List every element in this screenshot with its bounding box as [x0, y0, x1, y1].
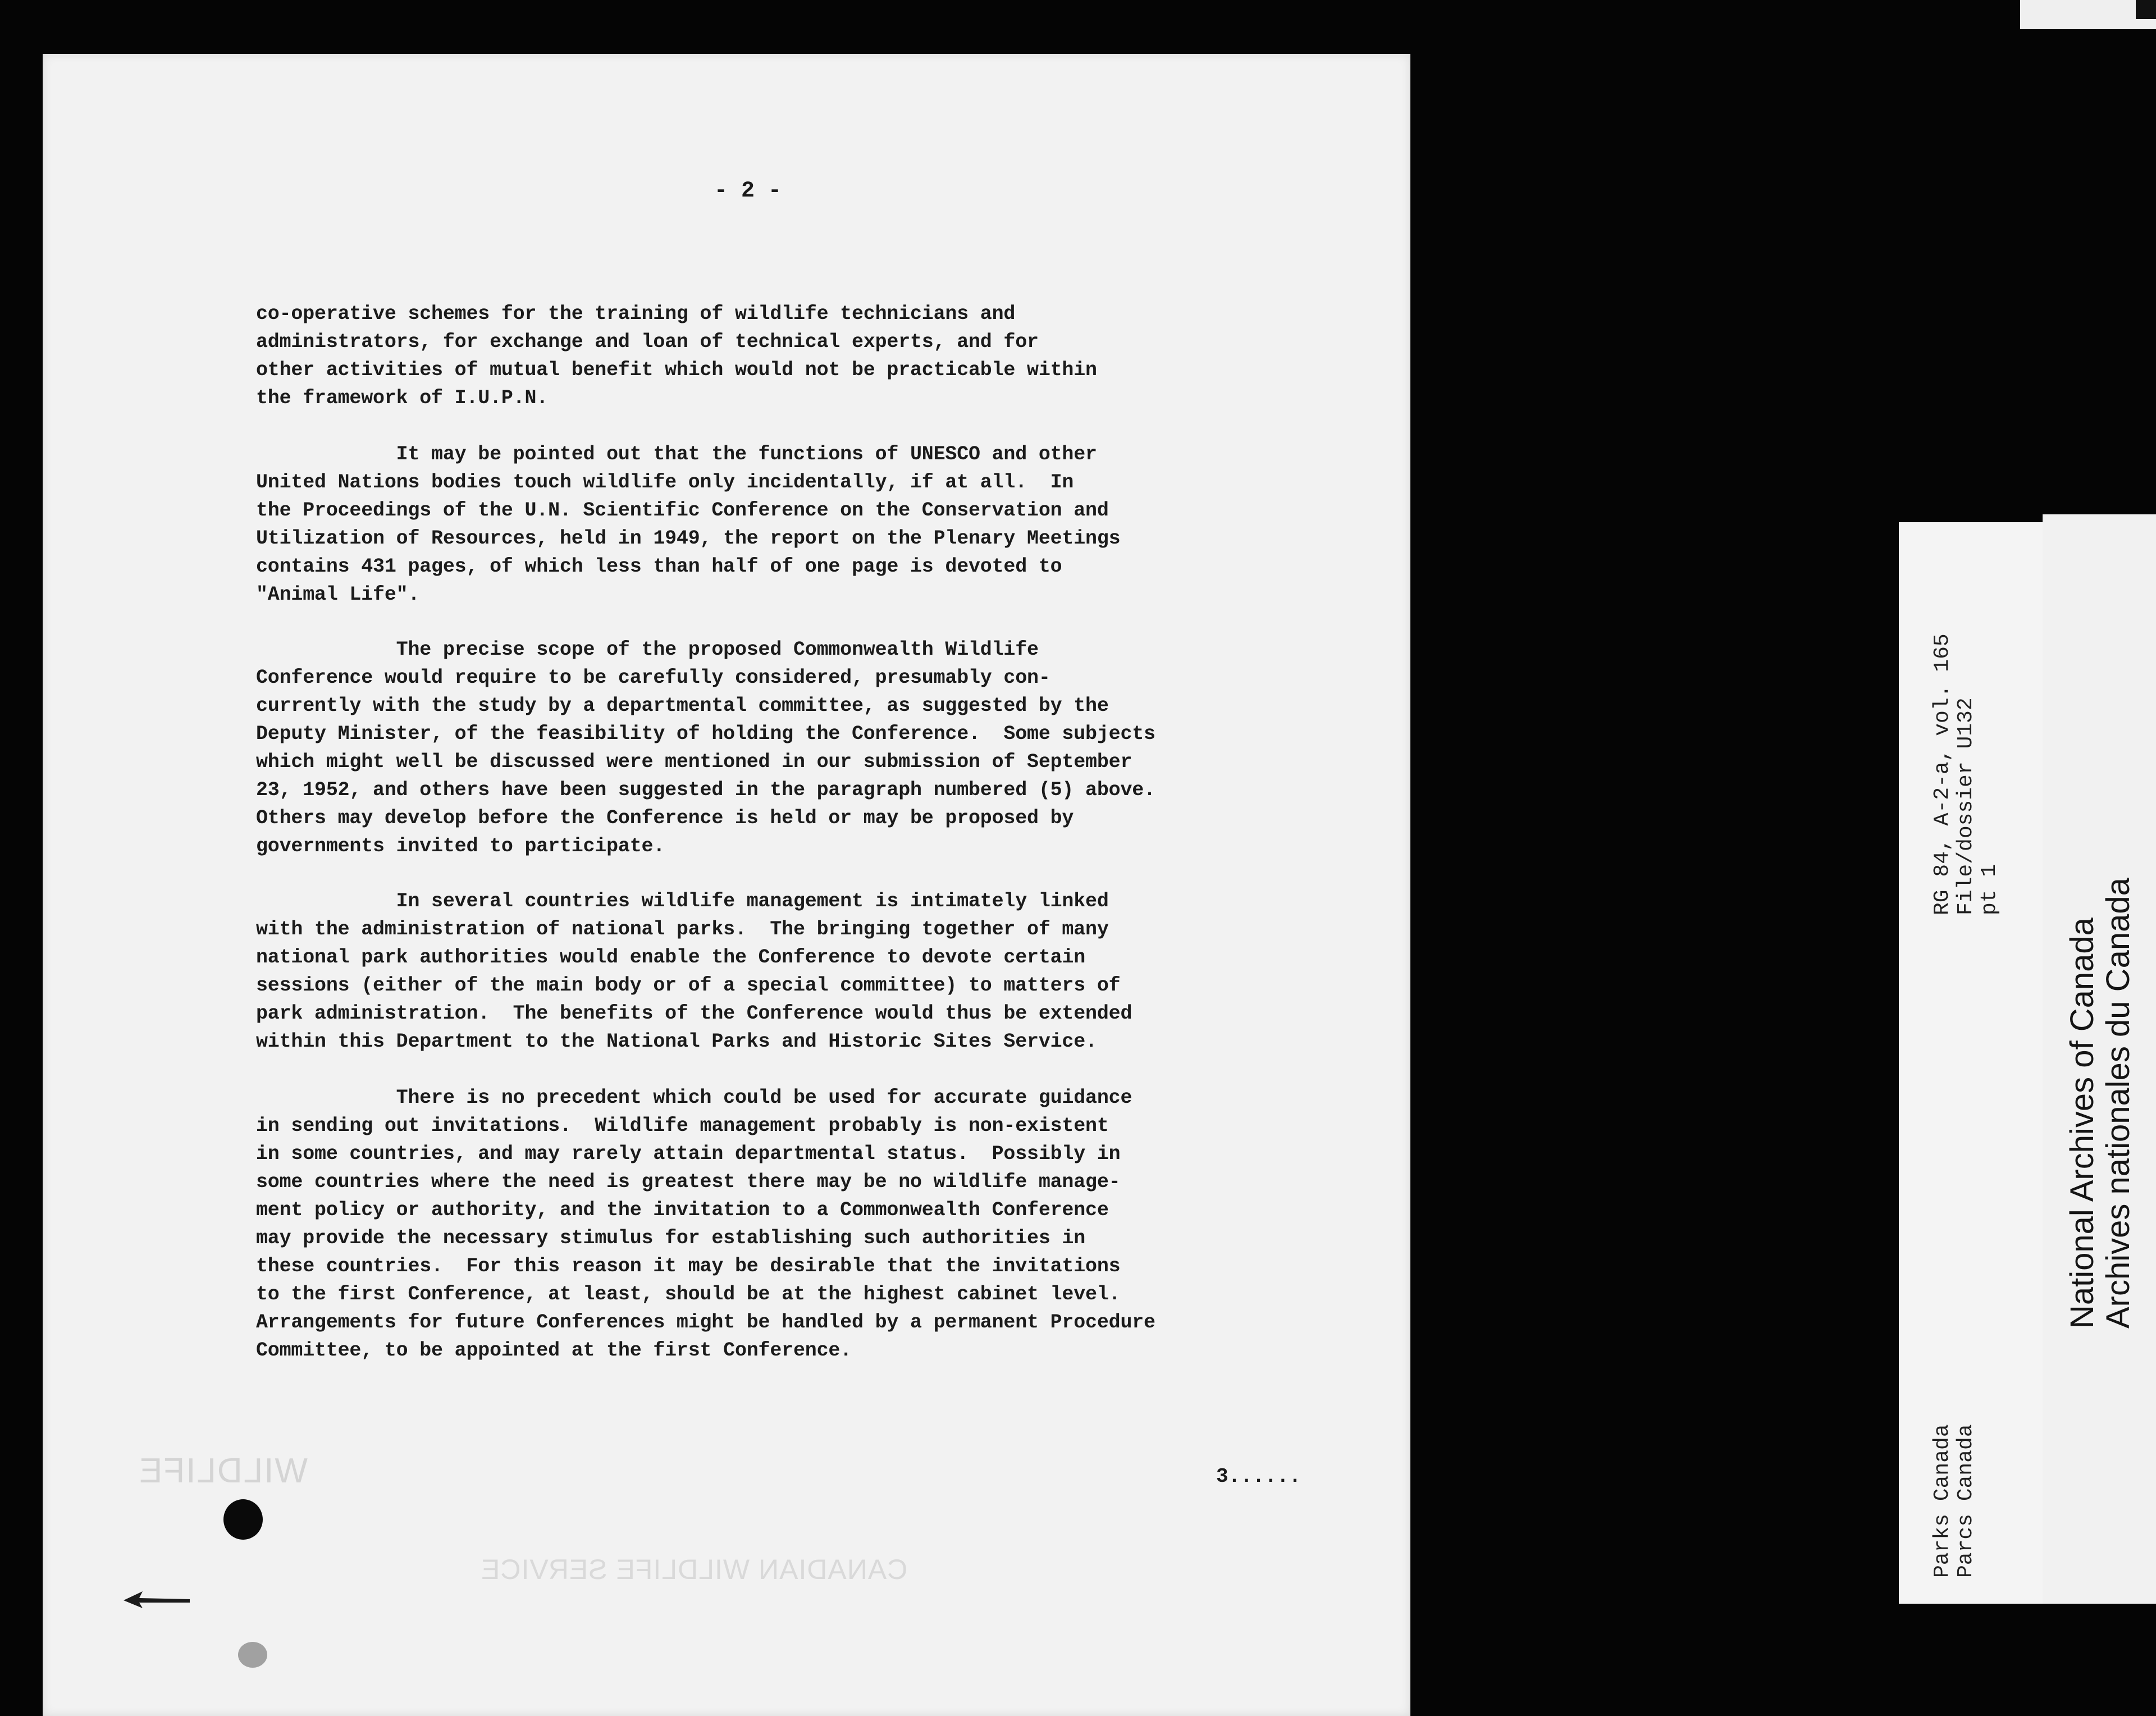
institution-name-english: National Archives of Canada	[2064, 918, 2100, 1329]
continuation-marker: 3......	[1216, 1465, 1301, 1488]
reverse-side-bleed-stamp: CANADIAN WILDLIFE SERVICE	[481, 1554, 908, 1585]
archive-reference-line-2: File/dossier U132	[1954, 697, 1978, 915]
paragraph-national-parks: In several countries wildlife management is intimately linked with the administration of national parks. The bringing together of many national park authorities would enable the Conference to devote certain sessions (either of the main body or of a special committee) to matters of park administration. The benefits of the Conference would thus be extended within this Department to the National Parks and Historic Sites Service.	[256, 890, 1132, 1053]
paragraph-training-schemes: co-operative schemes for the training of wildlife technicians and administrators, for exchange and loan of technical experts, and for other activities of mutual benefit which would not be practicable within the framework of I.U.P.N.	[256, 303, 1097, 409]
punch-hole-mark	[223, 1499, 263, 1540]
page-number: - 2 -	[714, 179, 782, 204]
arrow-left-icon	[120, 1587, 193, 1609]
punch-hole-shadow	[238, 1642, 267, 1668]
paragraph-unesco-functions: It may be pointed out that the functions of UNESCO and other United Nations bodies touch wildlife only incidentally, if at all. In the Proceedings of the U.N. Scientific Conference on the Conservation and Utilization of Resources, held in 1949, the report on the Plenary Meetings contains 431 pages, of which less than half of one page is devoted to "Animal Life".	[256, 443, 1121, 606]
national-archives-label	[2043, 514, 2156, 1604]
donor-name-french: Parcs Canada	[1954, 1424, 1978, 1578]
archive-reference-line-1: RG 84, A-2-a, vol. 165	[1930, 633, 1954, 915]
paragraph-invitations: There is no precedent which could be used for accurate guidance in sending out invitations. Wildlife management probably is non-existent in some countries, and may rarely attain departmental status. Possibly in some countries where the need is greatest there may be no wildlife manage- ment policy or authority, and the invitation to a Commonwealth Conference may provide the necessary stimulus for establishing such authorities in these countries. For this reason it may be desirable that the invitations to the first Conference, at least, should be at the highest cabinet level. Arrangements for future Conferences might be handled by a permanent Procedure Committee, to be appointed at the first Conference.	[256, 1087, 1155, 1362]
archive-reference-line-3: pt 1	[1977, 864, 2002, 915]
donor-name-english: Parks Canada	[1930, 1424, 1954, 1578]
institution-name-french: Archives nationales du Canada	[2100, 878, 2136, 1329]
archive-reference-label	[1899, 522, 2044, 1604]
paragraph-conference-scope: The precise scope of the proposed Commonwealth Wildlife Conference would require to be carefully considered, presumably con- currently with the study by a departmental committee, as suggested by the Deputy Minister, of the feasibility of holding the Conference. Some subjects which might well be discussed were mentioned in our submission of September 23, 1952, and others have been suggested in the paragraph numbered (5) above. Others may develop before the Conference is held or may be proposed by governments invited to participate.	[256, 638, 1155, 857]
typed-document-page	[43, 54, 1410, 1716]
reverse-side-bleed-text: WILDLIFE	[138, 1452, 308, 1490]
corner-paper-scrap	[2020, 0, 2156, 29]
